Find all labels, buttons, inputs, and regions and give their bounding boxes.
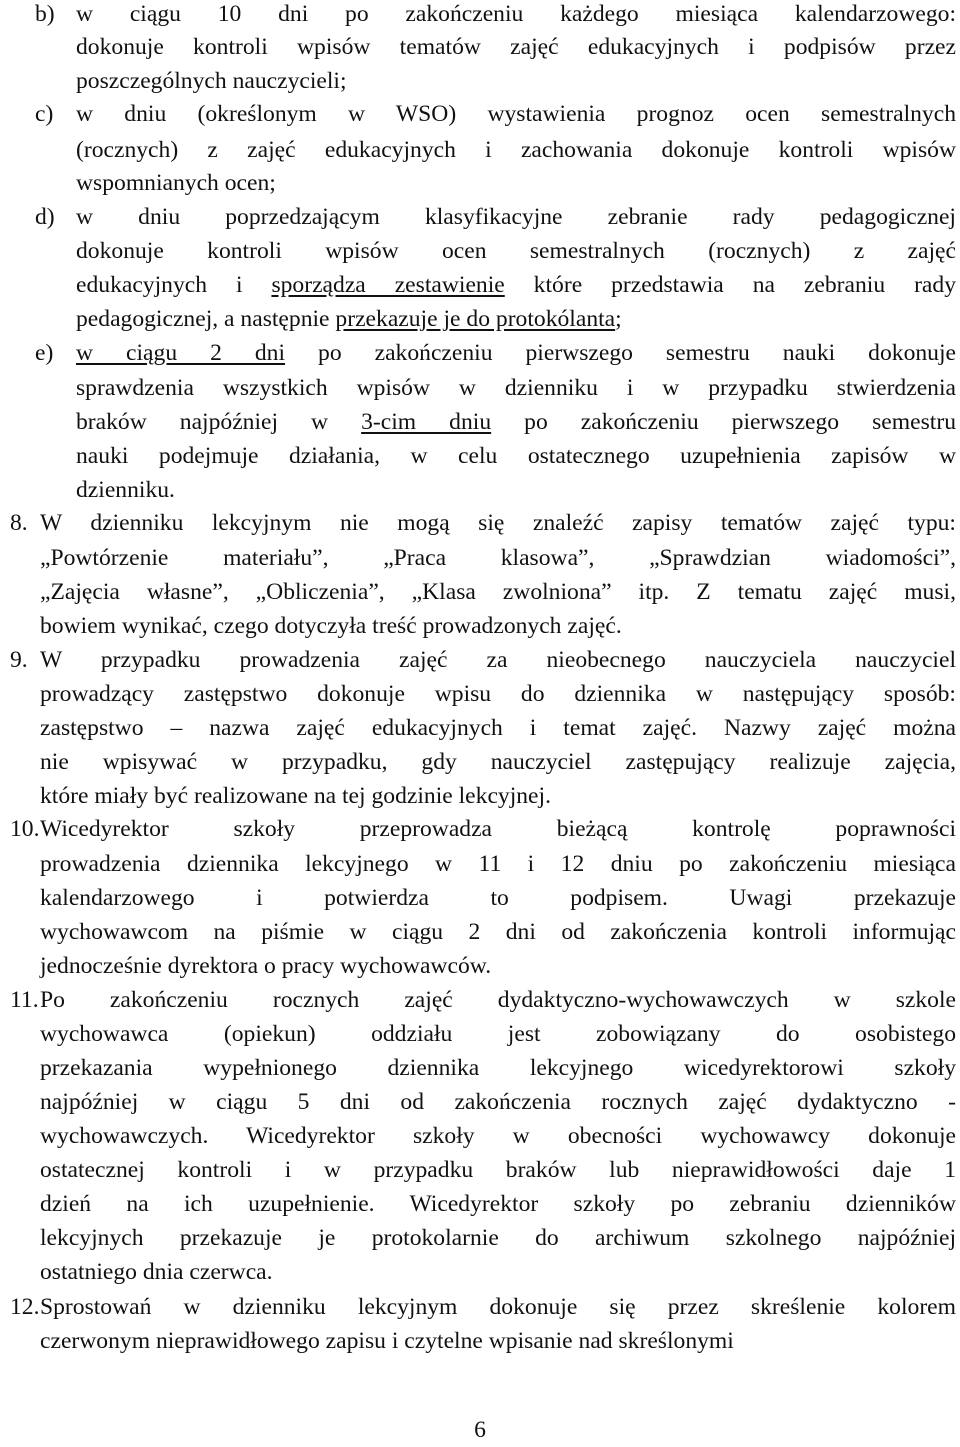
- list-item-line: [76, 97, 956, 131]
- text-run: wychowawczych. Wicedyrektor szkoły w obecności wychowawcy dokonuje: [40, 1123, 956, 1149]
- list-item-line: [40, 677, 956, 711]
- list-item-line: [40, 881, 956, 915]
- text-run: które miały być realizowane na tej godzinie lekcyjnej.: [40, 783, 551, 809]
- text-run: prowadzenia dziennika lekcyjnego w 11 i 12 dniu po zakończeniu miesiąca: [40, 851, 956, 877]
- text-run: Sprostowań w dzienniku lekcyjnym dokonuje się przez skreślenie kolorem: [40, 1294, 956, 1320]
- text-run: (rocznych) z zajęć edukacyjnych i zachowania dokonuje kontroli wpisów: [76, 137, 956, 163]
- list-item-line: [40, 506, 956, 540]
- text-run: dokonuje kontroli wpisów tematów zajęć edukacyjnych i podpisów przez: [76, 34, 956, 60]
- underlined-text: przekazuje je do protokólanta: [335, 306, 616, 332]
- list-item-label: e): [35, 340, 54, 366]
- list-item-label: 12.: [10, 1294, 40, 1320]
- text-run: nauki podejmuje działania, w celu ostatecznego uzupełnienia zapisów w: [76, 443, 956, 469]
- text-run: wychowawca (opiekun) oddziału jest zobowiązany do osobistego: [40, 1021, 956, 1047]
- list-item-label: d): [35, 204, 55, 230]
- text-run: wychowawcom na piśmie w ciągu 2 dni od zakończenia kontroli informując: [40, 919, 956, 945]
- text-run: nie wpisywać w przypadku, gdy nauczyciel zastępujący realizuje zajęcia,: [40, 749, 956, 775]
- text-run: które przedstawia na zebraniu rady: [504, 272, 956, 298]
- list-item-line: [40, 949, 491, 983]
- text-run: pedagogicznej, a następnie: [76, 306, 336, 332]
- list-item-label: 10.: [10, 816, 40, 842]
- list-item-line: [40, 915, 956, 949]
- list-item-line: [40, 1324, 734, 1358]
- list-item-label: 8.: [10, 510, 28, 536]
- list-item-line: [76, 473, 175, 507]
- text-run: ostatecznej kontroli i w przypadku braków lub nieprawidłowości daje 1: [40, 1157, 956, 1183]
- text-run: sprawdzenia wszystkich wpisów w dzienniku i w przypadku stwierdzenia: [76, 375, 956, 401]
- text-run: „Powtórzenie materiału”, „Praca klasowa”, „Sprawdzian wiadomości”,: [40, 545, 956, 571]
- list-item-line: [40, 609, 622, 643]
- text-run: przekazania wypełnionego dziennika lekcyjnego wicedyrektorowi szkoły: [40, 1055, 956, 1081]
- text-run: w dniu (określonym w WSO) wystawienia prognoz ocen semestralnych: [76, 101, 956, 127]
- list-item-line: [76, 439, 956, 473]
- list-item-line: [40, 1255, 273, 1289]
- list-item-line: [76, 200, 956, 234]
- list-item-line: [40, 1085, 956, 1119]
- list-item-line: [76, 302, 622, 336]
- text-run: po zakończeniu pierwszego semestru nauki dokonuje: [285, 340, 956, 366]
- text-run: edukacyjnych i: [76, 272, 272, 298]
- text-run: braków najpóźniej w: [76, 409, 362, 435]
- text-run: ;: [615, 306, 622, 332]
- text-run: w dniu poprzedzającym klasyfikacyjne zebranie rady pedagogicznej: [76, 204, 956, 230]
- list-item-line: [40, 847, 956, 881]
- list-item-line: [40, 575, 956, 609]
- list-item-line: [40, 1153, 956, 1187]
- list-item-line: [40, 643, 956, 677]
- list-item-label: c): [35, 101, 54, 127]
- underlined-text: w ciągu 2 dni: [76, 340, 286, 366]
- text-run: lekcyjnych przekazuje je protokolarnie do archiwum szkolnego najpóźniej: [40, 1225, 956, 1251]
- text-run: wspomnianych ocen;: [76, 170, 276, 196]
- list-item-line: [76, 30, 956, 64]
- list-item-line: [40, 541, 956, 575]
- text-run: Wicedyrektor szkoły przeprowadza bieżącą kontrolę poprawności: [40, 816, 956, 842]
- list-item-line: [40, 1187, 956, 1221]
- list-item-label: b): [35, 1, 55, 27]
- list-item-line: [76, 234, 956, 268]
- text-run: „Zajęcia własne”, „Obliczenia”, „Klasa zwolniona” itp. Z tematu zajęć musi,: [40, 579, 956, 605]
- text-run: najpóźniej w ciągu 5 dni od zakończenia rocznych zajęć dydaktyczno -: [40, 1089, 956, 1115]
- text-run: kalendarzowego i potwierdza to podpisem. Uwagi przekazuje: [40, 885, 956, 911]
- text-run: dzienniku.: [76, 477, 175, 503]
- text-run: prowadzący zastępstwo dokonuje wpisu do dziennika w następujący sposób:: [40, 681, 956, 707]
- list-item-line: [40, 1119, 956, 1153]
- list-item-line: [76, 64, 347, 98]
- list-item-line: [40, 711, 956, 745]
- list-item-line: [40, 779, 551, 813]
- list-item-line: [40, 745, 956, 779]
- text-run: bowiem wynikać, czego dotyczyła treść prowadzonych zajęć.: [40, 613, 622, 639]
- list-item-line: [40, 1221, 956, 1255]
- list-item-line: [40, 812, 956, 846]
- list-item-line: [40, 1290, 956, 1324]
- underlined-text: 3-cim dniu: [361, 409, 492, 435]
- text-run: zastępstwo – nazwa zajęć edukacyjnych i temat zajęć. Nazwy zajęć można: [40, 715, 956, 741]
- page-number: 6: [474, 1417, 486, 1443]
- list-item-line: [76, 268, 956, 302]
- list-item-label: 9.: [10, 647, 28, 673]
- text-run: poszczególnych nauczycieli;: [76, 68, 347, 94]
- text-run: czerwonym nieprawidłowego zapisu i czytelne wpisanie nad skreślonymi: [40, 1328, 734, 1354]
- text-run: po zakończeniu pierwszego semestru: [491, 409, 956, 435]
- list-item-line: [76, 133, 956, 167]
- text-run: ostatniego dnia czerwca.: [40, 1259, 273, 1285]
- text-run: W dzienniku lekcyjnym nie mogą się znaleźć zapisy tematów zajęć typu:: [40, 510, 956, 536]
- list-item-line: [40, 1017, 956, 1051]
- list-item-line: [40, 983, 956, 1017]
- list-item-line: [76, 371, 956, 405]
- text-run: w ciągu 10 dni po zakończeniu każdego miesiąca kalendarzowego:: [76, 1, 956, 27]
- list-item-label: 11.: [10, 987, 39, 1013]
- text-run: dzień na ich uzupełnienie. Wicedyrektor szkoły po zebraniu dzienników: [40, 1191, 956, 1217]
- list-item-line: [76, 336, 956, 370]
- text-run: jednocześnie dyrektora o pracy wychowawców.: [40, 953, 492, 979]
- text-run: W przypadku prowadzenia zajęć za nieobecnego nauczyciela nauczyciel: [40, 647, 956, 673]
- underlined-text: sporządza zestawienie: [271, 272, 505, 298]
- list-item-line: [76, 405, 956, 439]
- list-item-line: [40, 1051, 956, 1085]
- text-run: dokonuje kontroli wpisów ocen semestralnych (rocznych) z zajęć: [76, 238, 956, 264]
- list-item-line: [76, 0, 956, 31]
- text-run: Po zakończeniu rocznych zajęć dydaktyczno-wychowawczych w szkole: [40, 987, 956, 1013]
- list-item-line: [76, 166, 276, 200]
